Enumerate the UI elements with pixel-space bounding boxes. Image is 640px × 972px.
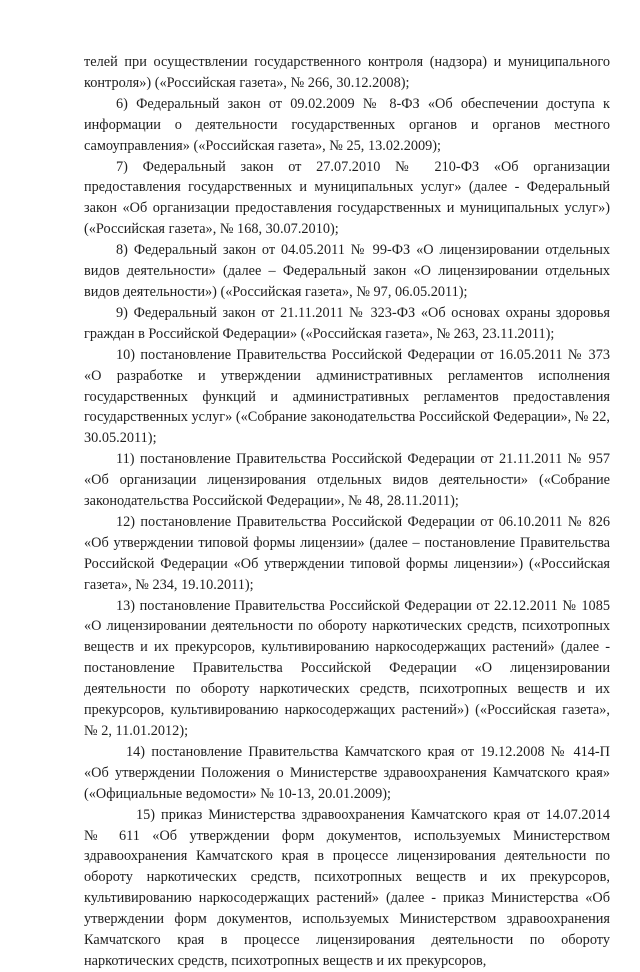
paragraph-item-15: 15) приказ Министерства здравоохранения Камчатского края от 14.07.2014 № 611 «Об утверждении форм документов, используемых Министерством здравоохранения Камчатского края в процессе лицензирования деятельности по обороту наркотических средств, психотропных веществ и их прекурсоров, культивированию наркосодержащих растений» (далее - приказ Министерства «Об утверждении форм документов, используемых Министерством здравоохранения Камчатского края в процессе лицензирования деятельности по обороту наркотических средств, психотропных веществ и их прекурсоров, [84,806,610,969]
paragraph-item-8: 8) Федеральный закон от 04.05.2011 № 99-ФЗ «О лицензировании отдельных видов деятельности» (далее – Федеральный закон «О лицензировании отдельных видов деятельности») («Российская газета», № 97, 06.05.2011); [84,242,610,300]
paragraph-item-12: 12) постановление Правительства Российской Федерации от 06.10.2011 № 826 «Об утверждении типовой формы лицензии» (далее – постановление Правительства Российской Федерации «Об утверждении типовой формы лицензии») («Российская газета», № 234, 19.10.2011); [84,513,610,593]
paragraph-item-9: 9) Федеральный закон от 21.11.2011 № 323-ФЗ «Об основах охраны здоровья граждан в Российской Федерации» («Российская газета», № 263, 23.11.2011); [84,304,610,342]
paragraph-item-10: 10) постановление Правительства Российской Федерации от 16.05.2011 № 373 «О разработке и утверждении административных регламентов исполнения государственных функций и административных регламентов предоставления государственных услуг» («Собрание законодательства Российской Федерации», № 22, 30.05.2011); [84,346,610,447]
paragraph-item-7: 7) Федеральный закон от 27.07.2010 № 210-ФЗ «Об организации предоставления государственных и муниципальных услуг» (далее - Федеральный закон «Об организации предоставления государственных и муниципальных услуг») («Российская газета», № 168, 30.07.2010); [84,158,610,238]
paragraph-item-13: 13) постановление Правительства Российской Федерации от 22.12.2011 № 1085 «О лицензировании деятельности по обороту наркотических средств, психотропных веществ и их прекурсоров, культивированию наркосодержащих растений» (далее - постановление Правительства Российской Федерации «О лицензировании деятельности по обороту наркотических средств, психотропных веществ и их прекурсоров, культивированию наркосодержащих растений») («Российская газета», № 2, 11.01.2012); [84,597,610,739]
paragraph-item-14: 14) постановление Правительства Камчатского края от 19.12.2008 № 414-П «Об утверждении Положения о Министерстве здравоохранения Камчатского края» («Официальные ведомости» № 10-13, 20.01.2009); [84,743,610,802]
paragraph-continuation: телей при осуществлении государственного контроля (надзора) и муниципального контроля») («Российская газета», № 266, 30.12.2008); [84,54,610,91]
paragraph-item-6: 6) Федеральный закон от 09.02.2009 № 8-ФЗ «Об обеспечении доступа к информации о деятельности государственных органов и органов местного самоуправления» («Российская газета», № 25, 13.02.2009); [84,95,610,154]
paragraph-item-11: 11) постановление Правительства Российской Федерации от 21.11.2011 № 957 «Об организации лицензирования отдельных видов деятельности» («Собрание законодательства Российской Федерации», № 48, 28.11.2011); [84,451,610,510]
